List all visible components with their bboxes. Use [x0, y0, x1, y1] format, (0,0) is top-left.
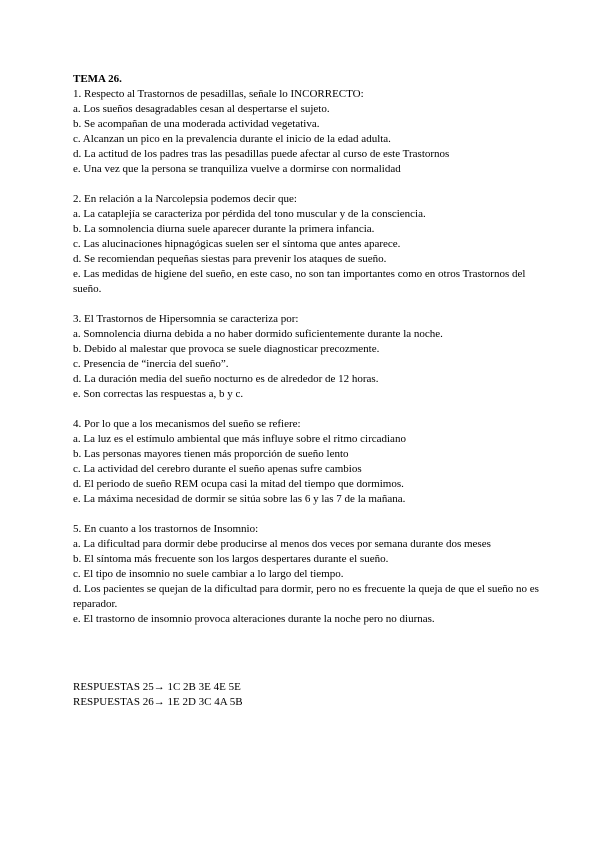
- option-b: b. La somnolencia diurna suele aparecer durante la primera infancia.: [73, 223, 375, 235]
- option-c: c. Las alucinaciones hipnagógicas suelen ser el síntoma que antes aparece.: [73, 238, 401, 250]
- answers-25: RESPUESTAS 25→ 1C 2B 3E 4E 5E: [73, 681, 241, 693]
- answers-block: [73, 680, 543, 710]
- option-c: c. Alcanzan un pico en la prevalencia durante el inicio de la edad adulta.: [73, 133, 391, 145]
- option-d: d. Los pacientes se quejan de la dificultad para dormir, pero no es frecuente la queja de que el sueño no es reparador.: [73, 583, 539, 610]
- option-e: e. La máxima necesidad de dormir se sitúa sobre las 6 y las 7 de la mañana.: [73, 493, 406, 505]
- option-d: d. Se recomiendan pequeñas siestas para prevenir los ataques de sueño.: [73, 253, 387, 265]
- option-b: b. Se acompañan de una moderada actividad vegetativa.: [73, 118, 320, 130]
- question-stem: 5. En cuanto a los trastornos de Insomnio:: [73, 523, 259, 535]
- question-stem: 1. Respecto al Trastornos de pesadillas, señale lo INCORRECTO:: [73, 88, 364, 100]
- question-stem: 3. El Trastornos de Hipersomnia se caracteriza por:: [73, 313, 299, 325]
- document-page: [73, 72, 543, 710]
- option-d: d. La duración media del sueño nocturno es de alrededor de 12 horas.: [73, 373, 379, 385]
- document-title: TEMA 26.: [73, 73, 122, 85]
- option-e: e. El trastorno de insomnio provoca alteraciones durante la noche pero no diurnas.: [73, 613, 435, 625]
- answers-26: RESPUESTAS 26→ 1E 2D 3C 4A 5B: [73, 696, 243, 708]
- question-1: [73, 87, 543, 177]
- question-3: [73, 312, 543, 402]
- option-d: d. El periodo de sueño REM ocupa casi la mitad del tiempo que dormimos.: [73, 478, 404, 490]
- option-e: e. Son correctas las respuestas a, b y c.: [73, 388, 244, 400]
- question-5: [73, 522, 543, 627]
- option-a: a. La cataplejía se caracteriza por pérdida del tono muscular y de la consciencia.: [73, 208, 426, 220]
- question-stem: 2. En relación a la Narcolepsia podemos decir que:: [73, 193, 297, 205]
- question-stem: 4. Por lo que a los mecanismos del sueño se refiere:: [73, 418, 301, 430]
- question-2: [73, 192, 543, 297]
- option-b: b. El síntoma más frecuente son los largos despertares durante el sueño.: [73, 553, 389, 565]
- option-e: e. Una vez que la persona se tranquiliza vuelve a dormirse con normalidad: [73, 163, 401, 175]
- option-a: a. Somnolencia diurna debida a no haber dormido suficientemente durante la noche.: [73, 328, 443, 340]
- option-a: a. Los sueños desagradables cesan al despertarse el sujeto.: [73, 103, 330, 115]
- option-a: a. La luz es el estímulo ambiental que más influye sobre el ritmo circadiano: [73, 433, 406, 445]
- option-a: a. La dificultad para dormir debe producirse al menos dos veces por semana durante dos meses: [73, 538, 491, 550]
- option-b: b. Debido al malestar que provoca se suele diagnosticar precozmente.: [73, 343, 380, 355]
- option-d: d. La actitud de los padres tras las pesadillas puede afectar al curso de este Trastornos: [73, 148, 450, 160]
- option-c: c. El tipo de insomnio no suele cambiar a lo largo del tiempo.: [73, 568, 344, 580]
- option-c: c. La actividad del cerebro durante el sueño apenas sufre cambios: [73, 463, 362, 475]
- option-c: c. Presencia de “inercia del sueño”.: [73, 358, 229, 370]
- option-e: e. Las medidas de higiene del sueño, en este caso, no son tan importantes como en otros Trastornos del sueño.: [73, 268, 526, 295]
- question-4: [73, 417, 543, 507]
- option-b: b. Las personas mayores tienen más proporción de sueño lento: [73, 448, 349, 460]
